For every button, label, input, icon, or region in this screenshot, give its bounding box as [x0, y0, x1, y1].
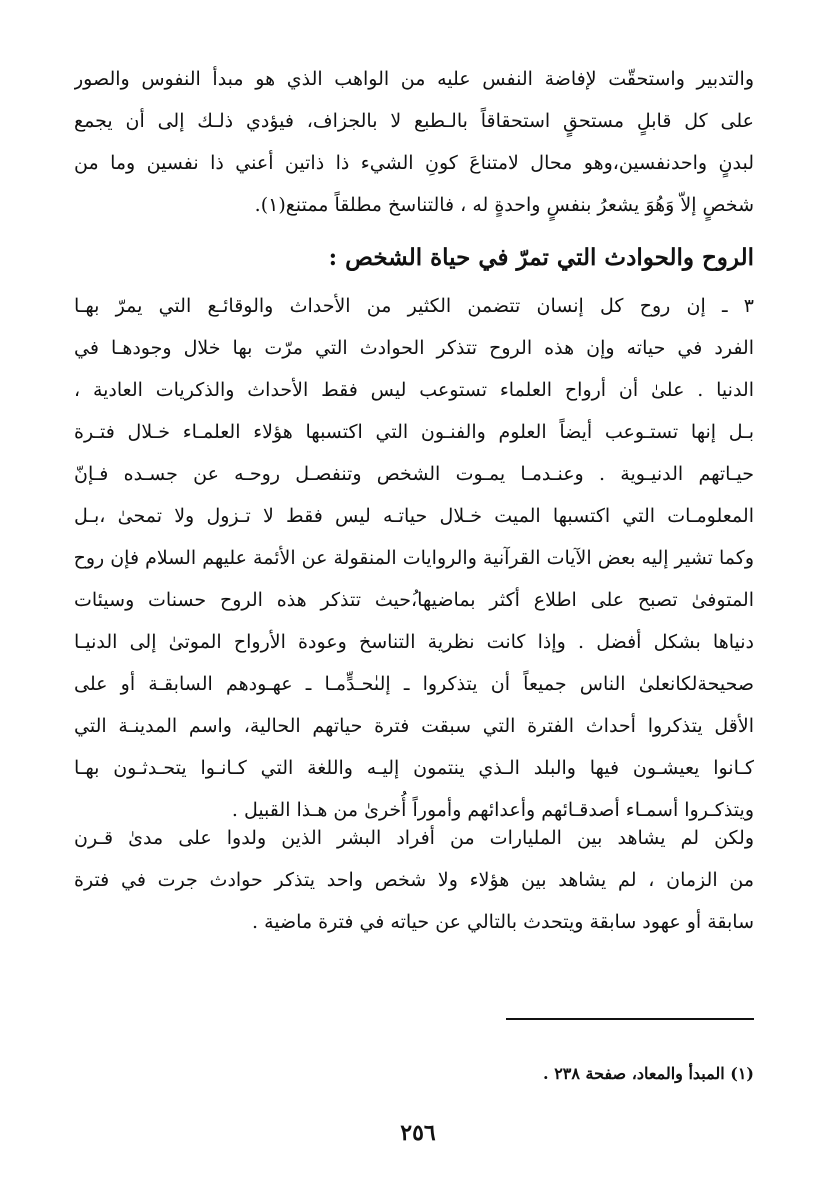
- text-line: الدنيا . علىٰ أن أرواح العلماء تستوعب ليس فقط الأحداث والذكريات العادية ،: [74, 379, 754, 401]
- text-line: المعلومـات التي اكتسبها الميت خـلال حياتـه ليس فقط لا تـزول ولا تمحىٰ ،بـل: [74, 505, 754, 527]
- footnote-divider: [506, 1018, 754, 1020]
- text-line: والتدبير واستحقّت لإفاضة النفس عليه من الواهب الذي هو مبدأ النفوس والصور: [74, 68, 754, 90]
- text-line: شخصٍ إلاّ وَهُوَ يشعرُ بنفسٍ واحدةٍ له ، فالتناسخ مطلقاً ممتنع(١).: [254, 194, 754, 216]
- text-line: ٣ ـ إن روح كل إنسان تتضمن الكثير من الأحداث والوقائـع التي يمرّ بهـا: [74, 295, 754, 317]
- section-heading: الروح والحوادث التي تمرّ في حياة الشخص :: [328, 244, 754, 271]
- page-number: ٢٥٦: [400, 1120, 436, 1146]
- text-line: على كل قابلٍ مستحقٍ استحقاقاً بالـطبع لا بالجزاف، فيؤدي ذلـك إلى أن يجمع: [74, 110, 754, 132]
- text-line: سابقة أو عهود سابقة ويتحدث بالتالي عن حياته في فترة ماضية .: [252, 911, 754, 933]
- paragraph-4: [74, 817, 754, 943]
- text-line: الأقل يتذكروا أحداث الفترة التي سبقت فترة حياتهم الحالية، واسم المدينـة التي: [74, 715, 754, 737]
- text-line: ولكن لم يشاهد بين المليارات من أفراد البشر الذين ولدوا على مدىٰ قـرن: [74, 827, 754, 849]
- text-line: ويتذكـروا أسمـاء أصدقـائهم وأعدائهم وأموراً أُخرىٰ من هـذا القبيل .: [231, 799, 754, 821]
- paragraph-3: [74, 285, 754, 831]
- text-line: وكما تشير إليه بعض الآيات القرآنية والروايات المنقولة عن الأئمة عليهم السلام فإن روح: [74, 547, 754, 569]
- text-line: الفرد في حياته وإن هذه الروح تتذكر الحوادث التي مرّت بها خلال وجودهـا في: [74, 337, 754, 359]
- text-line: المتوفىٰ تصبح على اطلاع أكثر بماضيها،ُحيث تتذكر هذه الروح حسنات وسيئات: [74, 589, 754, 611]
- text-line: كـانوا يعيشـون فيها والبلد الـذي ينتمون إليـه واللغة التي كـانـوا يتحـدثـون بهـا: [74, 757, 754, 779]
- footnote: (١) المبدأ والمعاد، صفحة ٢٣٨ .: [543, 1064, 754, 1083]
- intro-paragraph: [74, 58, 754, 226]
- text-line: حيـاتهم الدنيـوية . وعنـدمـا يمـوت الشخص وتنفصـل روحـه عن جسـده فـإنّ: [74, 463, 754, 485]
- text-line: دنياها بشكل أفضل . وإذا كانت نظرية التناسخ وعودة الأرواح الموتىٰ إلى الدنيـا: [74, 631, 754, 653]
- text-line: لبدنٍ واحدنفسين،وهو محال لامتناعَ كونِ الشيء ذا ذاتين أعني ذا نفسين وما من: [74, 152, 754, 174]
- text-line: بـل إنها تستـوعب أيضاً العلوم والفنـون التي اكتسبها هؤلاء العلمـاء خـلال فتـرة: [74, 421, 754, 443]
- text-line: من الزمان ، لم يشاهد بين هؤلاء ولا شخص واحد يتذكر حوادث جرت في فترة: [74, 869, 754, 891]
- text-line: صحيحةلكانعلىٰ الناس جميعاً أن يتذكروا ـ إلىٰحـدٍّمـا ـ عهـودهم السابقـة أو على: [74, 673, 754, 695]
